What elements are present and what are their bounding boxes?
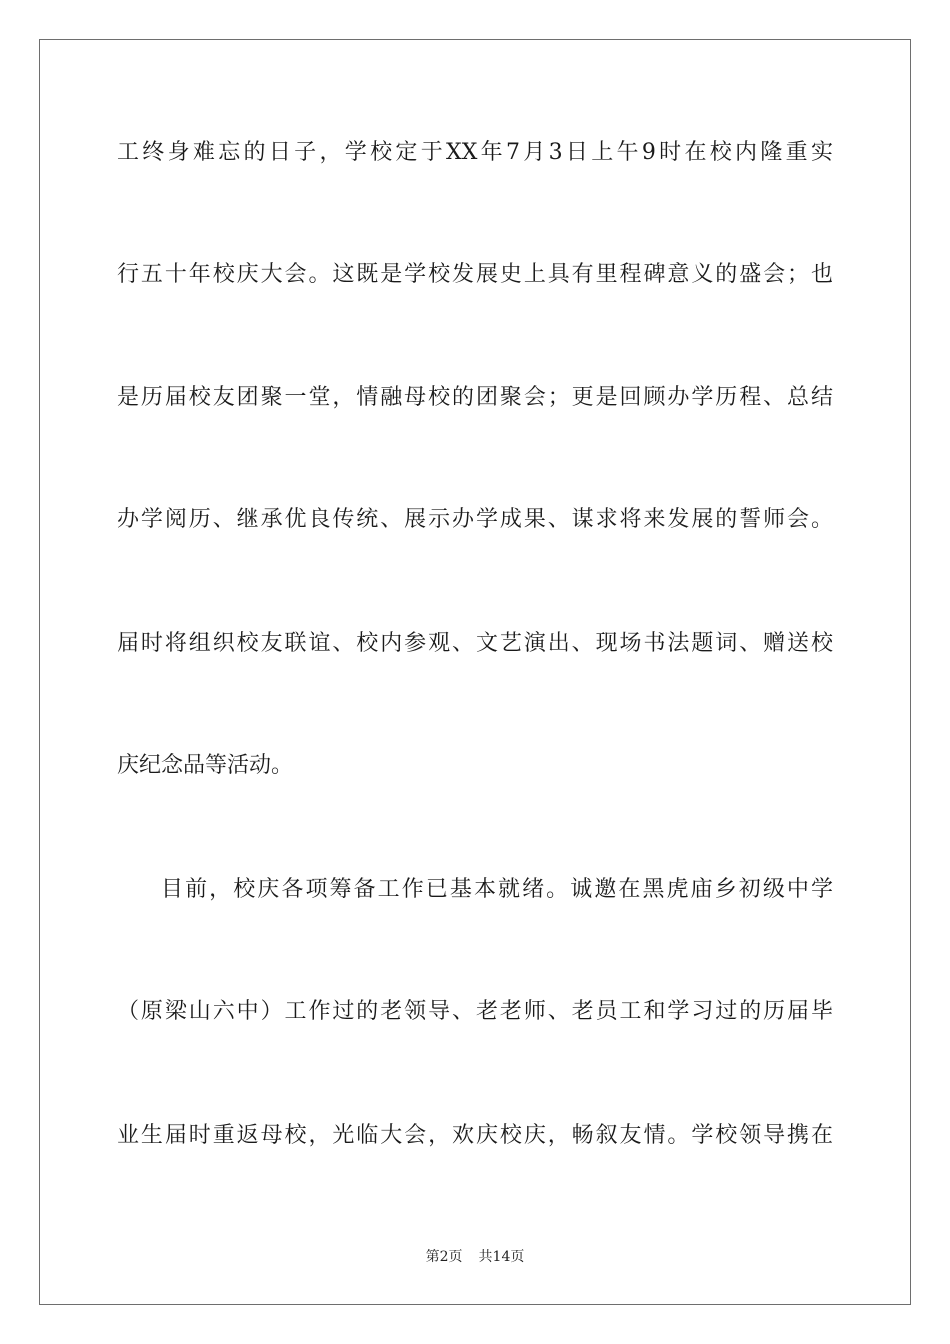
text-line: （原梁山六中）工作过的老领导、老老师、老员工和学习过的历届毕 (117, 999, 833, 1024)
text-line: 是历届校友团聚一堂，情融母校的团聚会；更是回顾办学历程、总结 (117, 385, 833, 410)
text-line: 办学阅历、继承优良传统、展示办学成果、谋求将来发展的誓师会。 (117, 507, 833, 532)
text-line: 业生届时重返母校，光临大会，欢庆校庆，畅叙友情。学校领导携在 (117, 1123, 833, 1148)
text-line: 庆纪念品等活动。 (117, 753, 294, 778)
page-number: 第2页 (425, 1249, 463, 1265)
text-line: 工终身难忘的日子，学校定于XX年7月3日上午9时在校内隆重实 (117, 140, 833, 165)
text-line: 届时将组织校友联谊、校内参观、文艺演出、现场书法题词、赠送校 (117, 631, 833, 656)
paragraph-first-line: 目前，校庆各项筹备工作已基本就绪。诚邀在黑虎庙乡初级中学 (161, 877, 833, 902)
text-line: 行五十年校庆大会。这既是学校发展史上具有里程碑意义的盛会；也 (117, 262, 833, 287)
page-footer (0, 1246, 950, 1266)
page-total: 共14页 (478, 1249, 525, 1265)
